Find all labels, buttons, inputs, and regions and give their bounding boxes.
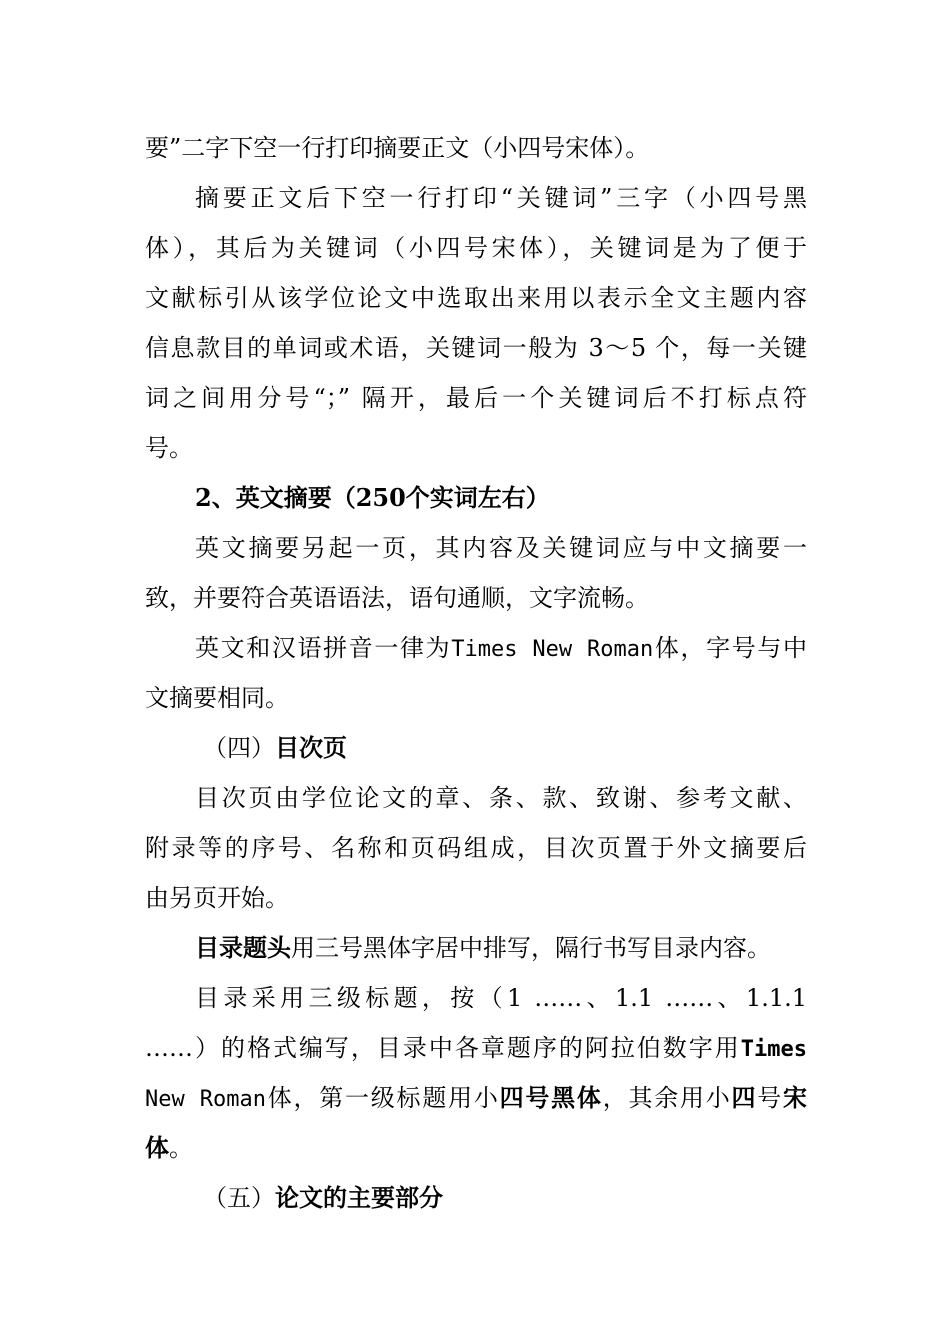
text-run: 用三号黑体字居中排写，隔行书写目录内容。 — [291, 934, 771, 962]
paragraph-line: 目录采用三级标题，按（1 ……、1.1 ……、1.1.1 — [195, 984, 807, 1012]
paragraph-line: 目次页由学位论文的章、条、款、致谢、参考文献、 — [195, 784, 807, 812]
text-run: 目录题头 — [195, 933, 291, 962]
paragraph-line: 体），其后为关键词（小四号宋体），关键词是为了便于 — [145, 234, 807, 262]
text-run: Times New Roman — [451, 637, 654, 662]
paragraph-line: 致，并要符合英语语法，语句通顺，文字流畅。 — [145, 584, 649, 612]
text-run: 四号黑体 — [499, 1083, 603, 1112]
text-run: 号 — [757, 1084, 784, 1112]
heading-number: （五） — [203, 1184, 275, 1212]
heading-text: 目次页 — [275, 733, 347, 762]
paragraph-line: 由另页开始。 — [145, 884, 289, 912]
paragraph-line: 词之间用分号“；” 隔开，最后一个关键词后不打标点符 — [145, 384, 807, 412]
text-run: 体，字号与中 — [653, 634, 807, 662]
text-run: 体 — [145, 1133, 169, 1162]
text-run: 体，第一级标题用小 — [265, 1084, 500, 1112]
section-heading: 2、英文摘要（250个实词左右） — [195, 483, 550, 512]
paragraph-line: 附录等的序号、名称和页码组成，目次页置于外文摘要后 — [145, 834, 807, 862]
paragraph-line — [145, 1032, 807, 1064]
text-run: ……）的格式编写，目录中各章题序的阿拉伯数字用 — [145, 1034, 741, 1062]
text-run: 。 — [169, 1134, 193, 1162]
text-run: 英文和汉语拼音一律为 — [195, 634, 452, 662]
paragraph-line — [145, 1132, 807, 1164]
paragraph-line — [195, 632, 807, 664]
paragraph-line: 要”二字下空一行打印摘要正文（小四号宋体）。 — [145, 134, 650, 162]
paragraph-line: 文摘要相同。 — [145, 684, 289, 712]
text-run: New Roman — [145, 1087, 266, 1112]
text-run: Times — [740, 1037, 807, 1062]
paragraph-line: 英文摘要另起一页，其内容及关键词应与中文摘要一 — [195, 534, 807, 562]
text-run: 四 — [731, 1083, 758, 1112]
section-heading — [203, 732, 807, 764]
paragraph-line: 信息款目的单词或术语，关键词一般为 3～5 个，每一关键 — [145, 334, 807, 362]
heading-number: （四） — [203, 734, 275, 762]
paragraph-line: 文献标引从该学位论文中选取出来用以表示全文主题内容 — [145, 284, 807, 312]
paragraph-line: 摘要正文后下空一行打印“关键词”三字（小四号黑 — [195, 184, 807, 212]
paragraph-line — [195, 932, 807, 964]
text-run: 宋 — [783, 1083, 807, 1112]
text-run: ，其余用小 — [602, 1084, 732, 1112]
paragraph-line — [145, 1082, 807, 1114]
section-heading — [203, 1182, 807, 1214]
heading-text: 论文的主要部分 — [275, 1183, 443, 1212]
paragraph-line: 号。 — [145, 434, 193, 462]
